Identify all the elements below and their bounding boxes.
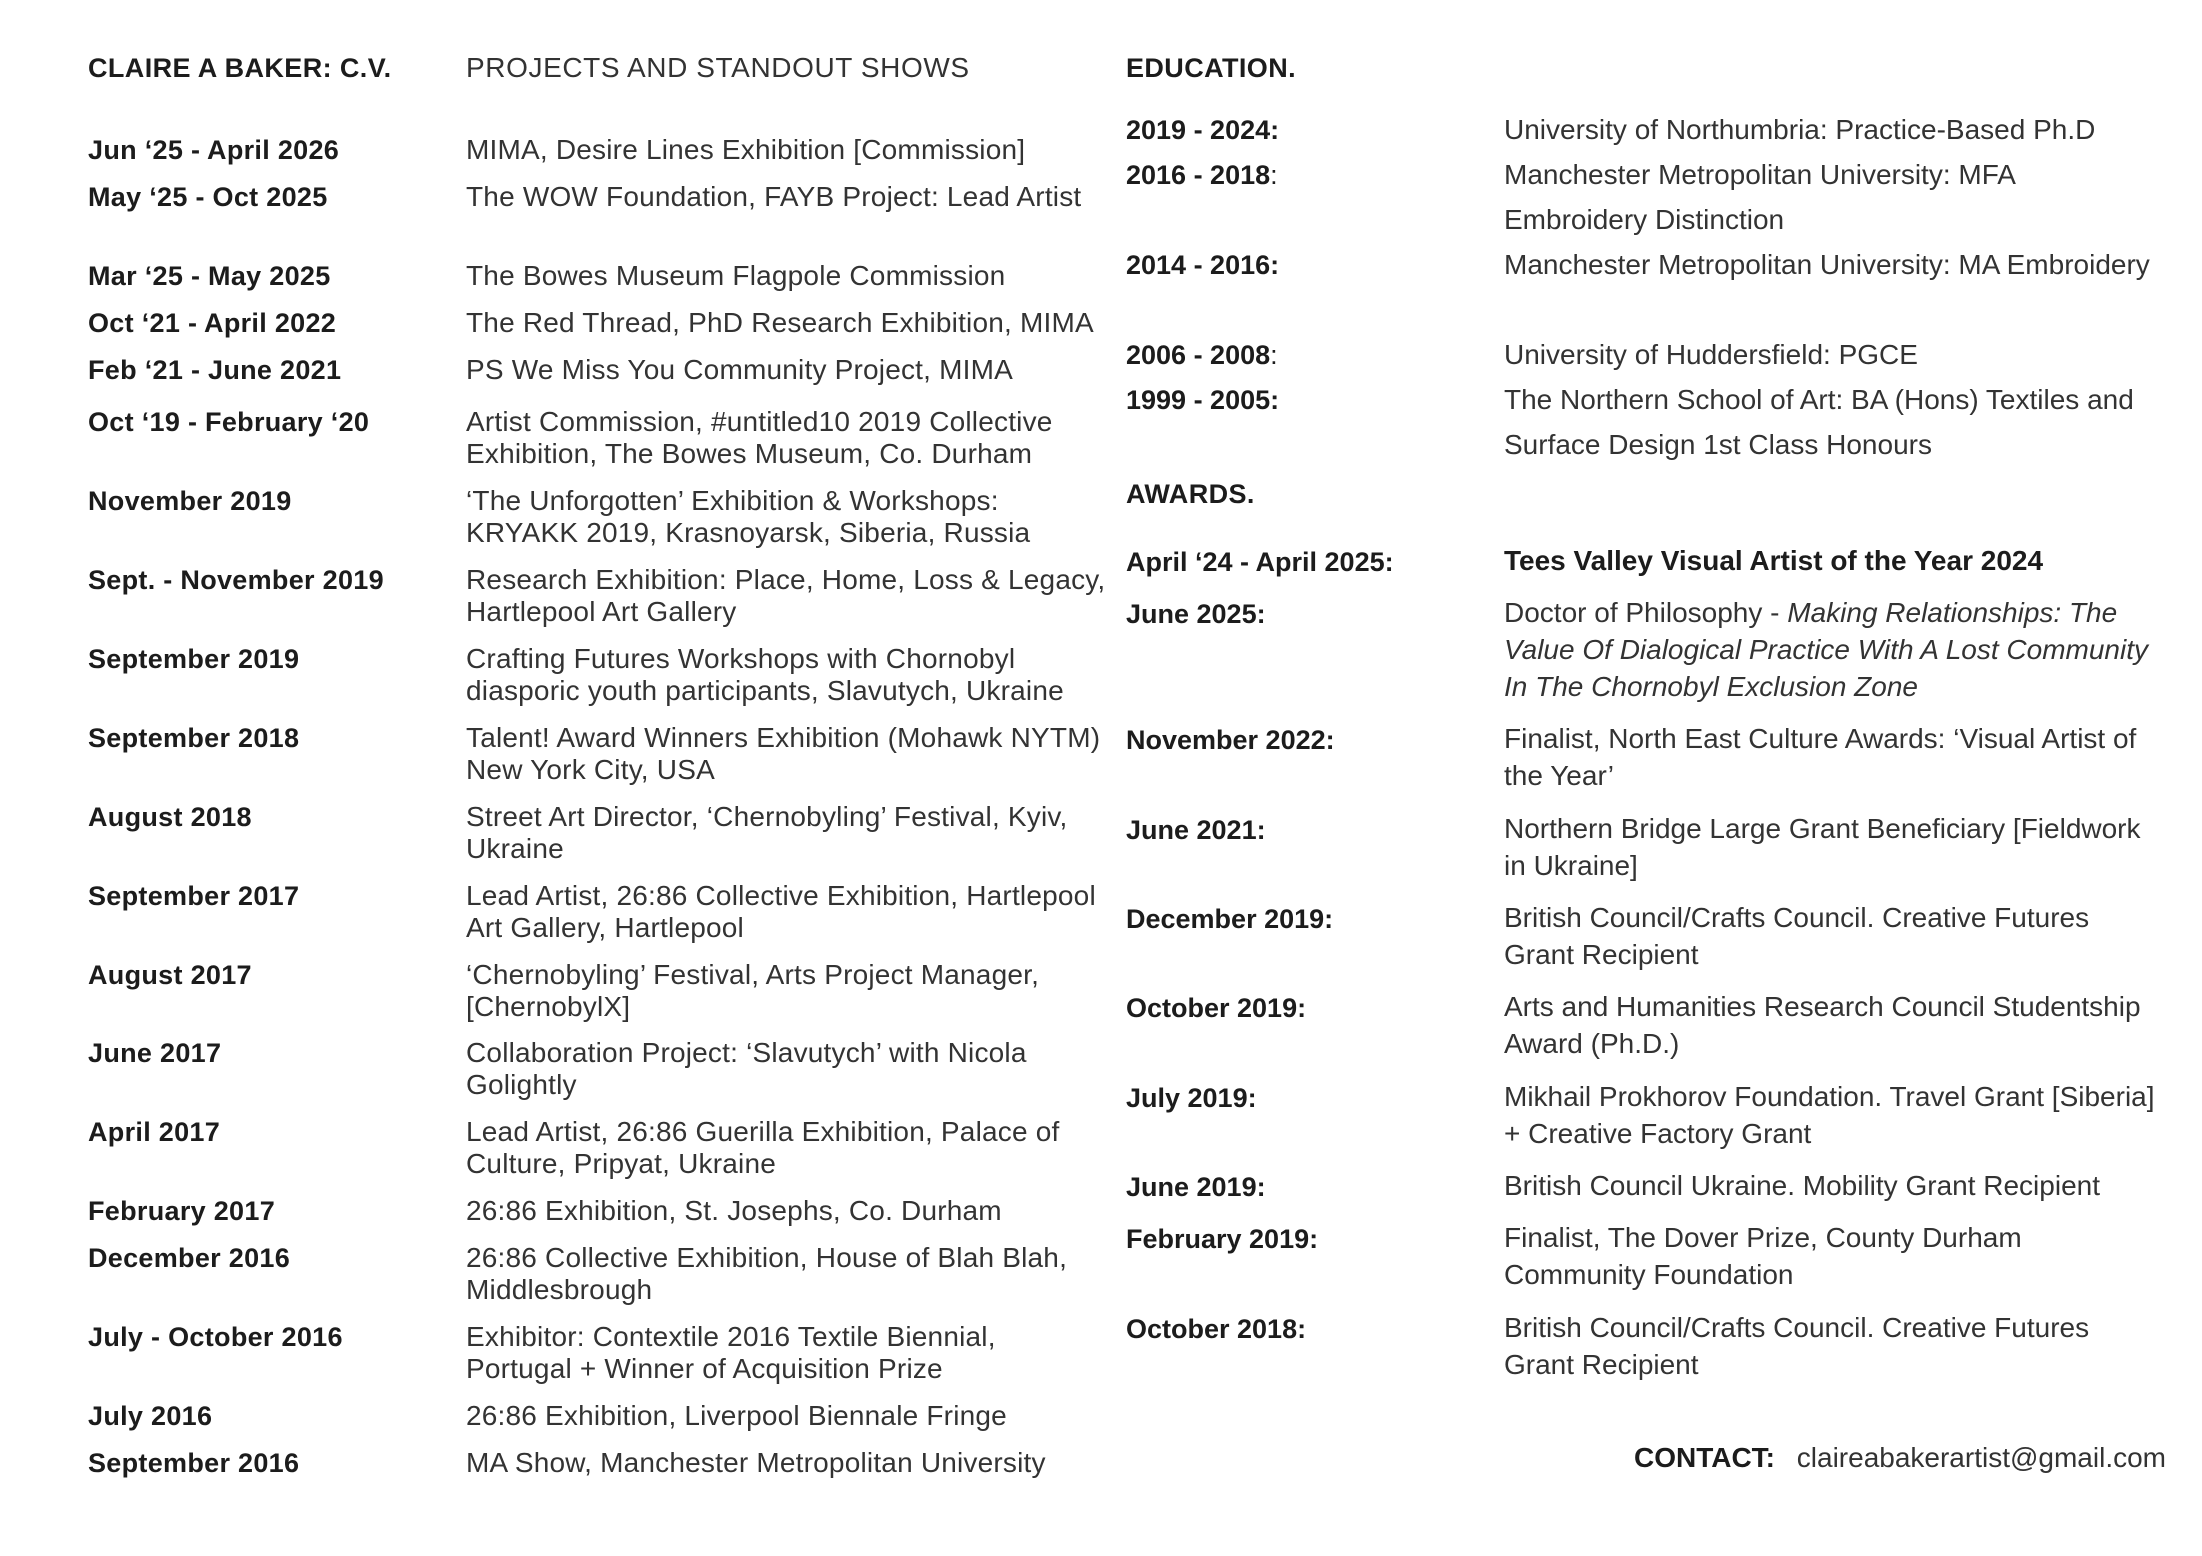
award-text: Mikhail Prokhorov Foundation. Travel Grant [Siberia] + Creative Factory Grant bbox=[1504, 1081, 2155, 1149]
project-text: Research Exhibition: Place, Home, Loss & Legacy, Hartlepool Art Gallery bbox=[466, 564, 1106, 627]
award-text: Doctor of Philosophy - Making Relationships: The Value Of Dialogical Practice With A Lost Community In The Chornobyl Exclusion Zone bbox=[1504, 597, 2148, 702]
award-date: July 2019: bbox=[1126, 1083, 1257, 1113]
education-date: 2006 - 2008: bbox=[1126, 340, 1278, 370]
project-text: Crafting Futures Workshops with Chornobyl diasporic youth participants, Slavutych, Ukraine bbox=[466, 643, 1064, 706]
contact-email: claireabakerartist@gmail.com bbox=[1796, 1442, 2166, 1473]
contact-label: CONTACT: bbox=[1633, 1442, 1775, 1473]
project-date: Mar ‘25 - May 2025 bbox=[88, 261, 331, 291]
contact-line bbox=[1634, 1442, 2166, 1474]
award-text: Finalist, The Dover Prize, County Durham Community Foundation bbox=[1504, 1222, 2022, 1290]
award-date: December 2019: bbox=[1126, 904, 1334, 934]
cv-title: CLAIRE A BAKER: C.V. bbox=[88, 53, 392, 83]
education-text: Manchester Metropolitan University: MA Embroidery bbox=[1504, 249, 2150, 280]
project-text: 26:86 Exhibition, Liverpool Biennale Fringe bbox=[466, 1400, 1007, 1431]
award-text: British Council/Crafts Council. Creative Futures Grant Recipient bbox=[1504, 1312, 2090, 1380]
award-text: British Council Ukraine. Mobility Grant Recipient bbox=[1504, 1170, 2100, 1201]
education-date: 2019 - 2024: bbox=[1126, 115, 1280, 145]
project-date: June 2017 bbox=[88, 1038, 222, 1068]
award-text: Tees Valley Visual Artist of the Year 2024 bbox=[1504, 545, 2044, 576]
project-date: April 2017 bbox=[88, 1117, 221, 1147]
project-date: August 2017 bbox=[88, 960, 252, 990]
project-date: September 2019 bbox=[88, 644, 300, 674]
project-date: September 2018 bbox=[88, 723, 300, 753]
project-text: Lead Artist, 26:86 Guerilla Exhibition, Palace of Culture, Pripyat, Ukraine bbox=[466, 1116, 1060, 1179]
project-date: Feb ‘21 - June 2021 bbox=[88, 355, 342, 385]
project-date: Sept. - November 2019 bbox=[88, 565, 384, 595]
education-text: Manchester Metropolitan University: MFA Embroidery Distinction bbox=[1504, 159, 2015, 235]
project-date: September 2016 bbox=[88, 1448, 300, 1478]
project-date: December 2016 bbox=[88, 1243, 291, 1273]
award-date: June 2021: bbox=[1126, 815, 1266, 845]
project-date: Jun ‘25 - April 2026 bbox=[88, 135, 340, 165]
education-heading: EDUCATION. bbox=[1126, 53, 1296, 83]
project-text: The Bowes Museum Flagpole Commission bbox=[466, 260, 1006, 291]
project-text: The Red Thread, PhD Research Exhibition, MIMA bbox=[466, 307, 1094, 338]
project-text: PS We Miss You Community Project, MIMA bbox=[466, 354, 1014, 385]
project-date: July - October 2016 bbox=[88, 1322, 343, 1352]
project-text: 26:86 Exhibition, St. Josephs, Co. Durham bbox=[466, 1195, 1002, 1226]
award-text: Arts and Humanities Research Council Studentship Award (Ph.D.) bbox=[1504, 991, 2141, 1059]
award-date: June 2025: bbox=[1126, 599, 1266, 629]
project-text: Artist Commission, #untitled10 2019 Collective Exhibition, The Bowes Museum, Co. Durham bbox=[466, 406, 1053, 469]
award-text: British Council/Crafts Council. Creative Futures Grant Recipient bbox=[1504, 902, 2090, 970]
education-text: University of Huddersfield: PGCE bbox=[1504, 339, 1918, 370]
project-date: August 2018 bbox=[88, 802, 252, 832]
award-date: June 2019: bbox=[1126, 1172, 1266, 1202]
award-date: February 2019: bbox=[1126, 1224, 1319, 1254]
project-text: Exhibitor: Contextile 2016 Textile Biennial, Portugal + Winner of Acquisition Prize bbox=[466, 1321, 996, 1384]
education-text: The Northern School of Art: BA (Hons) Textiles and Surface Design 1st Class Honours bbox=[1504, 384, 2134, 460]
award-date: October 2019: bbox=[1126, 993, 1307, 1023]
project-text: ‘The Unforgotten’ Exhibition & Workshops: KRYAKK 2019, Krasnoyarsk, Siberia, Russia bbox=[466, 485, 1031, 548]
project-text: Talent! Award Winners Exhibition (Mohawk NYTM) New York City, USA bbox=[466, 722, 1101, 785]
education-date: 2016 - 2018: bbox=[1126, 160, 1278, 190]
education-date: 2014 - 2016: bbox=[1126, 250, 1280, 280]
project-text: Street Art Director, ‘Chernobyling’ Festival, Kyiv, Ukraine bbox=[466, 801, 1068, 864]
project-text: ‘Chernobyling’ Festival, Arts Project Manager, [ChernobylX] bbox=[466, 959, 1040, 1022]
project-text: Collaboration Project: ‘Slavutych’ with Nicola Golightly bbox=[466, 1037, 1027, 1100]
projects-heading: PROJECTS AND STANDOUT SHOWS bbox=[466, 52, 970, 83]
education-date: 1999 - 2005: bbox=[1126, 385, 1280, 415]
project-text: MIMA, Desire Lines Exhibition [Commission] bbox=[466, 134, 1026, 165]
education-text: University of Northumbria: Practice-Based Ph.D bbox=[1504, 114, 2096, 145]
project-text: MA Show, Manchester Metropolitan University bbox=[466, 1447, 1046, 1478]
award-date: April ‘24 - April 2025: bbox=[1126, 547, 1394, 577]
award-text: Northern Bridge Large Grant Beneficiary [Fieldwork in Ukraine] bbox=[1504, 813, 2141, 881]
project-date: Oct ‘19 - February ‘20 bbox=[88, 407, 370, 437]
project-text: The WOW Foundation, FAYB Project: Lead Artist bbox=[466, 181, 1082, 212]
project-date: May ‘25 - Oct 2025 bbox=[88, 182, 328, 212]
project-text: Lead Artist, 26:86 Collective Exhibition, Hartlepool Art Gallery, Hartlepool bbox=[466, 880, 1096, 943]
project-date: July 2016 bbox=[88, 1401, 213, 1431]
award-date: November 2022: bbox=[1126, 725, 1335, 755]
award-text: Finalist, North East Culture Awards: ‘Visual Artist of the Year’ bbox=[1504, 723, 2137, 791]
award-date: October 2018: bbox=[1126, 1314, 1307, 1344]
project-date: February 2017 bbox=[88, 1196, 276, 1226]
project-date: September 2017 bbox=[88, 881, 300, 911]
project-date: November 2019 bbox=[88, 486, 292, 516]
awards-heading: AWARDS. bbox=[1126, 479, 1255, 509]
project-text: 26:86 Collective Exhibition, House of Blah Blah, Middlesbrough bbox=[466, 1242, 1068, 1305]
project-date: Oct ‘21 - April 2022 bbox=[88, 308, 337, 338]
